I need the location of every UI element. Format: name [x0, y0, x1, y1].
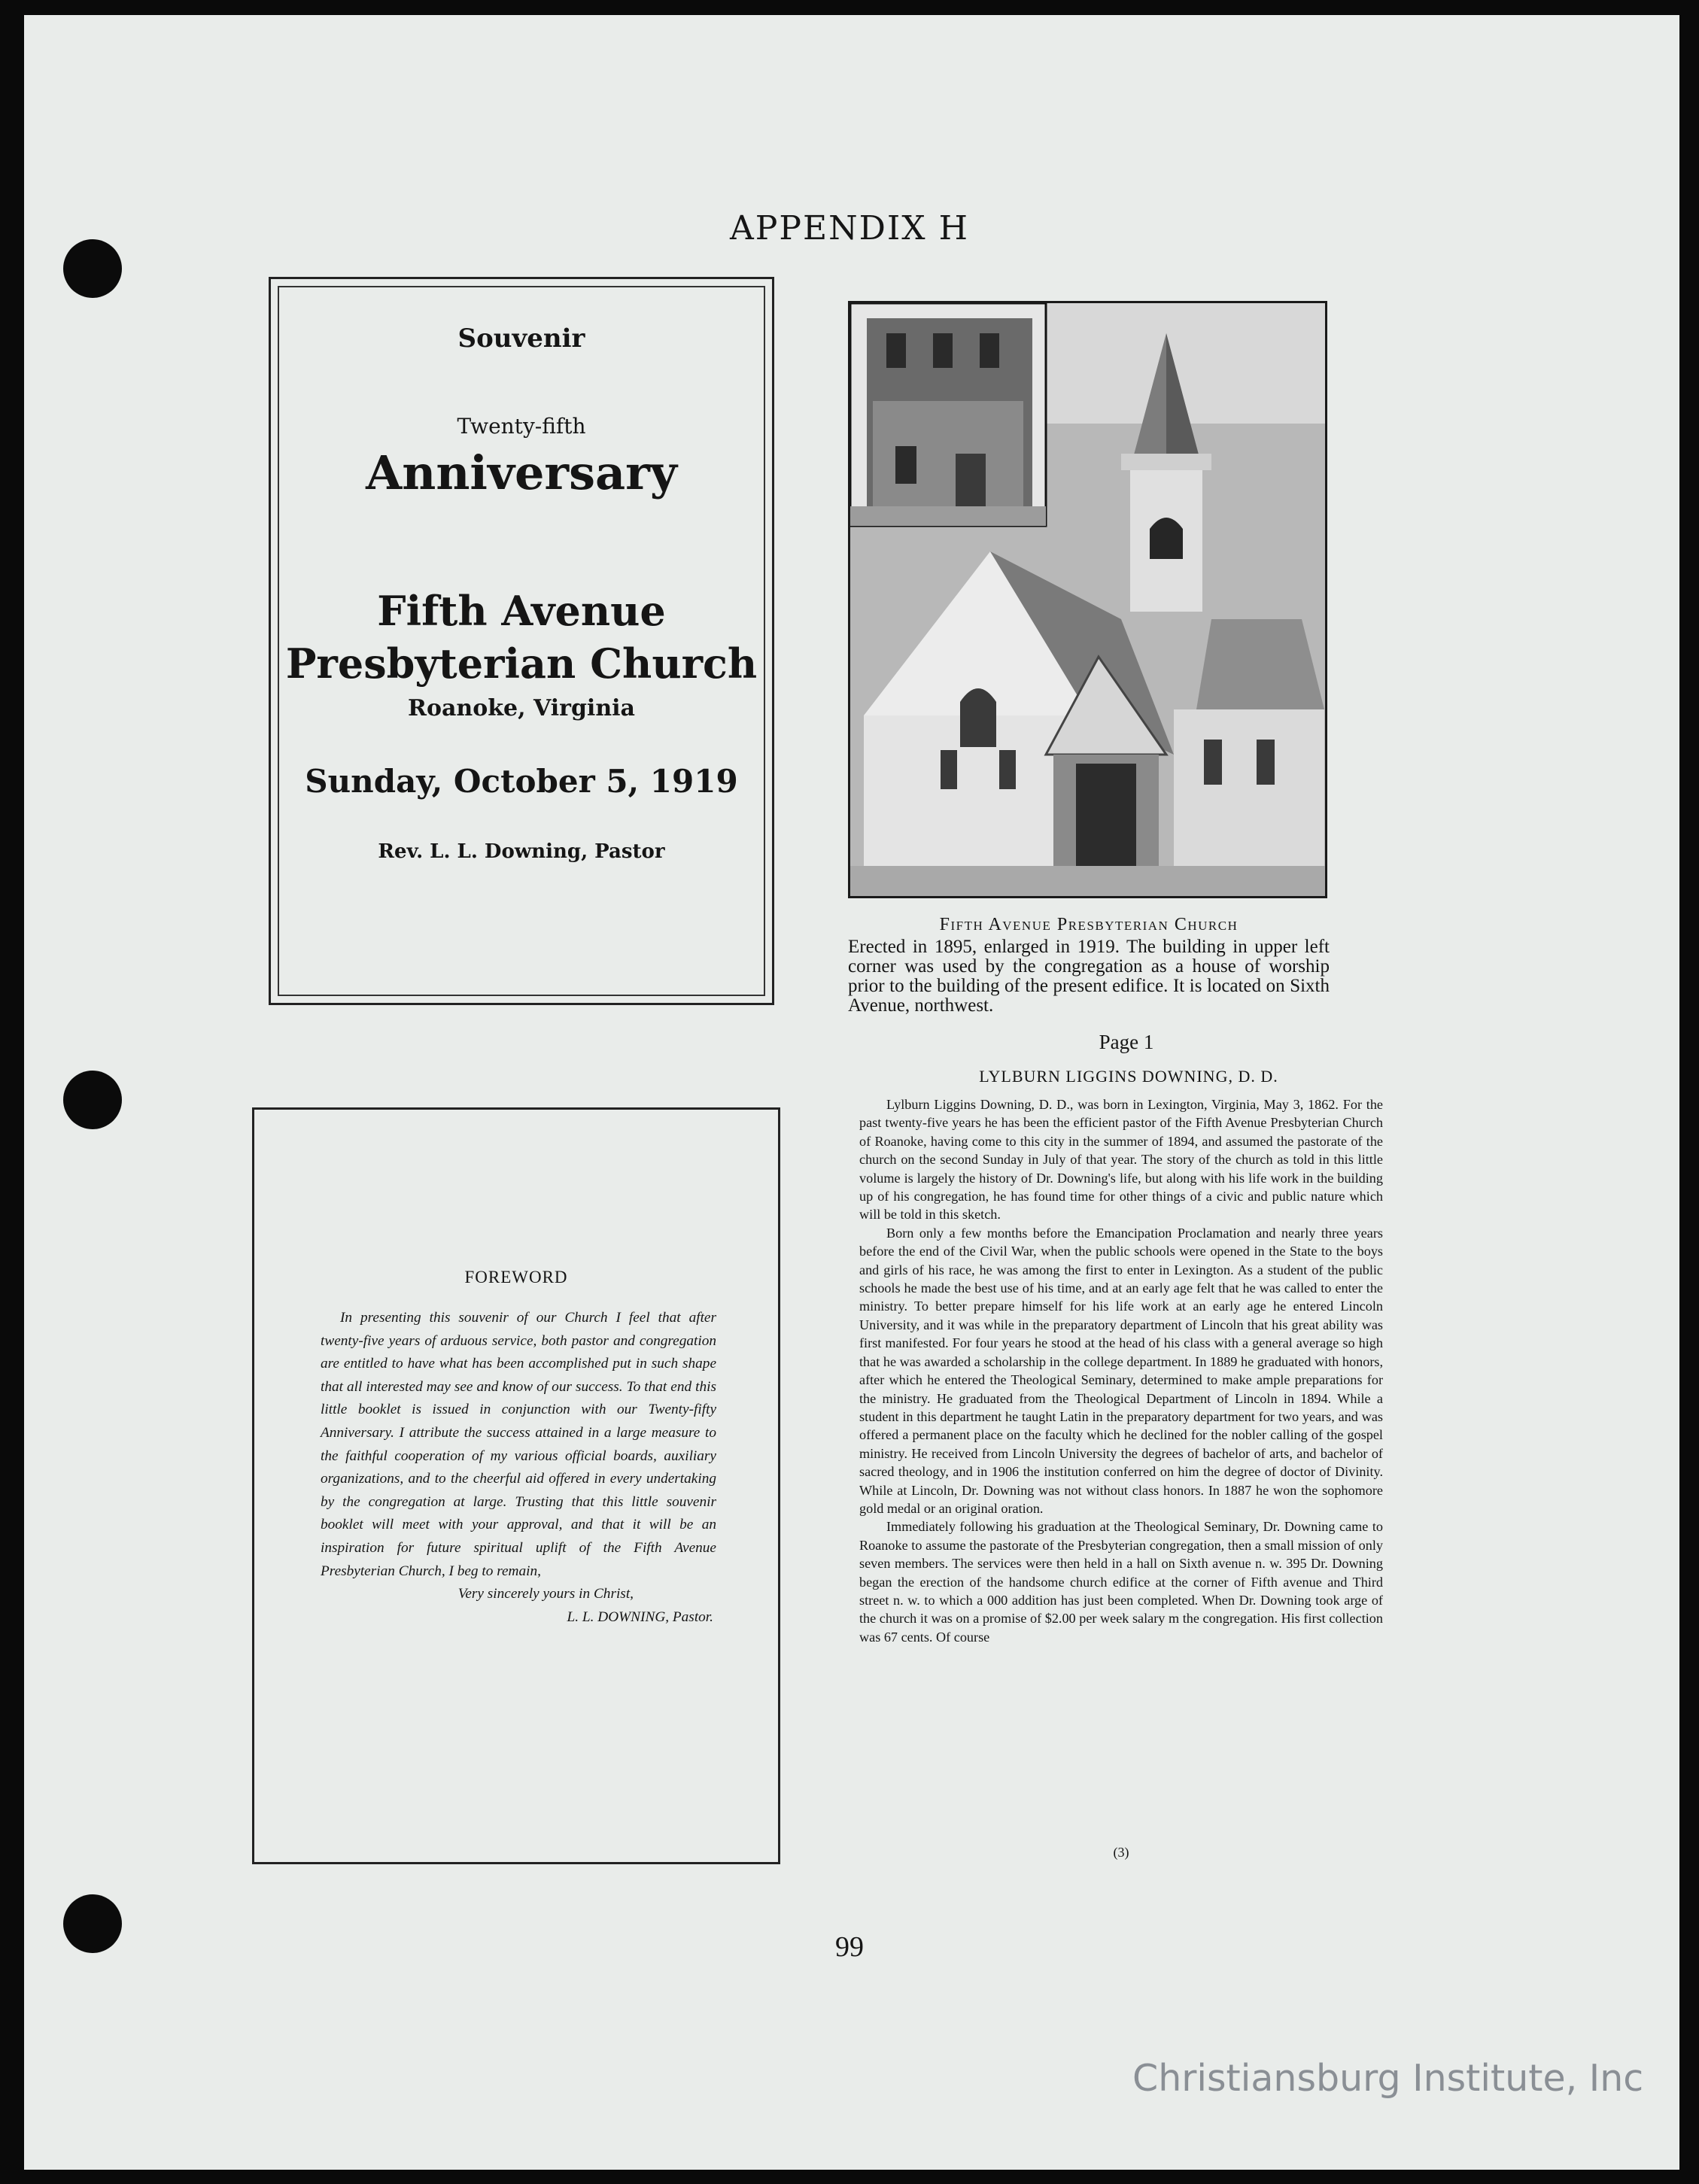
booklet-page-number: (3)	[1113, 1845, 1129, 1860]
page-one-label: Page 1	[1099, 1031, 1154, 1053]
foreword-closing: Very sincerely yours in Christ,	[457, 1586, 634, 1602]
biography-paragraph: Immediately following his graduation at the Theological Seminary, Dr. Downing came to Roanoke to assume the pastorate of the Presbyterian congregation, then a small mission of only seven members. The services were then held in a hall on Sixth avenue n. w. 395 Dr. Downing began the erection of the handsome church edifice at the corner of Fifth avenue and Third street n. w. to which a 000 addition has just been completed. When Dr. Downing took arge of the church it was on a promise of $2.00 per week salary m the congregation. His first collection was 67 cents. Of course	[859, 1519, 1383, 1645]
biography-heading: LYLBURN LIGGINS DOWNING, D. D.	[979, 1067, 1278, 1086]
anniversary-date: Sunday, October 5, 1919	[305, 763, 738, 800]
church-illustration	[850, 303, 1325, 896]
caption-title: Fifth Avenue Presbyterian Church	[939, 915, 1239, 934]
biography-text	[859, 1095, 1383, 1646]
souvenir-inner-border	[278, 286, 765, 996]
church-photo	[848, 301, 1327, 898]
biography-paragraph: Lylburn Liggins Downing, D. D., was born in Lexington, Virginia, May 3, 1862. For the past twenty-five years he has been the efficient pastor of the Fifth Avenue Presbyterian Church of Roanoke, having come to this city in the summer of 1894, and assumed the pastorate of the church on the second Sunday in July of that year. The story of the church as told in this little volume is largely the history of Dr. Downing's life, but along with his life work in the building up of his congregation, he has found time for other things of a civic and public nature which will be told in this sketch.	[859, 1097, 1383, 1223]
watermark: Christiansburg Institute, Inc	[1132, 2057, 1644, 2100]
foreword-paragraph: In presenting this souvenir of our Church I feel that after twenty-five years of arduous service, both pastor and congregation are entitled to have what has been accomplished put in such shape that all interested may see and know of our success. To that end this little booklet is issued in conjunction with our Twenty-fifty Anniversary. I attribute the success attained in a large measure to the faithful cooperation of my various official boards, auxiliary organizations, and to the cheerful aid offered in every undertaking by the congregation at large. Trusting that this little souvenir booklet will meet with your approval, and that it will be an inspiration for future spiritual uplift of the Fifth Avenue Presbyterian Church, I beg to remain,	[321, 1310, 716, 1579]
caption-body: Erected in 1895, enlarged in 1919. The building in upper left corner was used by the congregation as a house of worship prior to the building of the present edifice. It is located on Sixth Avenue, northwest.	[848, 937, 1330, 1016]
souvenir-label: Souvenir	[457, 323, 585, 354]
page-number: 99	[835, 1931, 864, 1963]
photo-caption	[848, 915, 1330, 1016]
foreword-title: FOREWORD	[464, 1268, 568, 1286]
church-name-line2: Presbyterian Church	[285, 639, 758, 688]
anniversary-label: Anniversary	[366, 445, 677, 500]
foreword-signature: L. L. DOWNING, Pastor.	[567, 1608, 713, 1625]
church-name-line1: Fifth Avenue	[377, 587, 666, 635]
appendix-title: APPENDIX H	[730, 209, 969, 248]
biography-paragraph: Born only a few months before the Emancipation Proclamation and nearly three years before the end of the Civil War, when the public schools were opened in the State to the boys and girls of his race, he was among the first to enter in Lexington. As a student of the public schools he made the best use of his time, and at an early age felt that he was called to enter the ministry. To better prepare himself for his life work at an early age he entered Lincoln University, and it was while in the preparatory department of Lincoln that his great ability was first manifested. For four years he stood at the head of his class with a general average so high that he was awarded a scholarship in the college department. In 1889 he graduated with honors, after which he entered the Theological Seminary, determined to make ample preparations for the ministry. He graduated from the Theological Department of Lincoln in 1894. While a student in this department he taught Latin in the preparatory department for two years, and was offered a permanent place on the faculty which he declined for the nobler calling of the gospel ministry. He received from Lincoln University the degrees of bachelor of arts, and bachelor of sacred theology, and in 1906 the institution conferred on him the degree of doctor of Divinity. While at Lincoln, Dr. Downing was not without class honors. In 1887 he won the sophomore gold medal or an original oration.	[859, 1225, 1383, 1516]
foreword-body	[321, 1307, 716, 1629]
pastor-name: Rev. L. L. Downing, Pastor	[378, 840, 665, 863]
twenty-fifth-label: Twenty-fifth	[457, 414, 586, 439]
binder-hole-middle	[63, 1071, 122, 1129]
foreword-box	[252, 1107, 780, 1864]
binder-hole-top	[63, 239, 122, 298]
church-location: Roanoke, Virginia	[408, 695, 635, 721]
souvenir-cover	[269, 277, 774, 1005]
